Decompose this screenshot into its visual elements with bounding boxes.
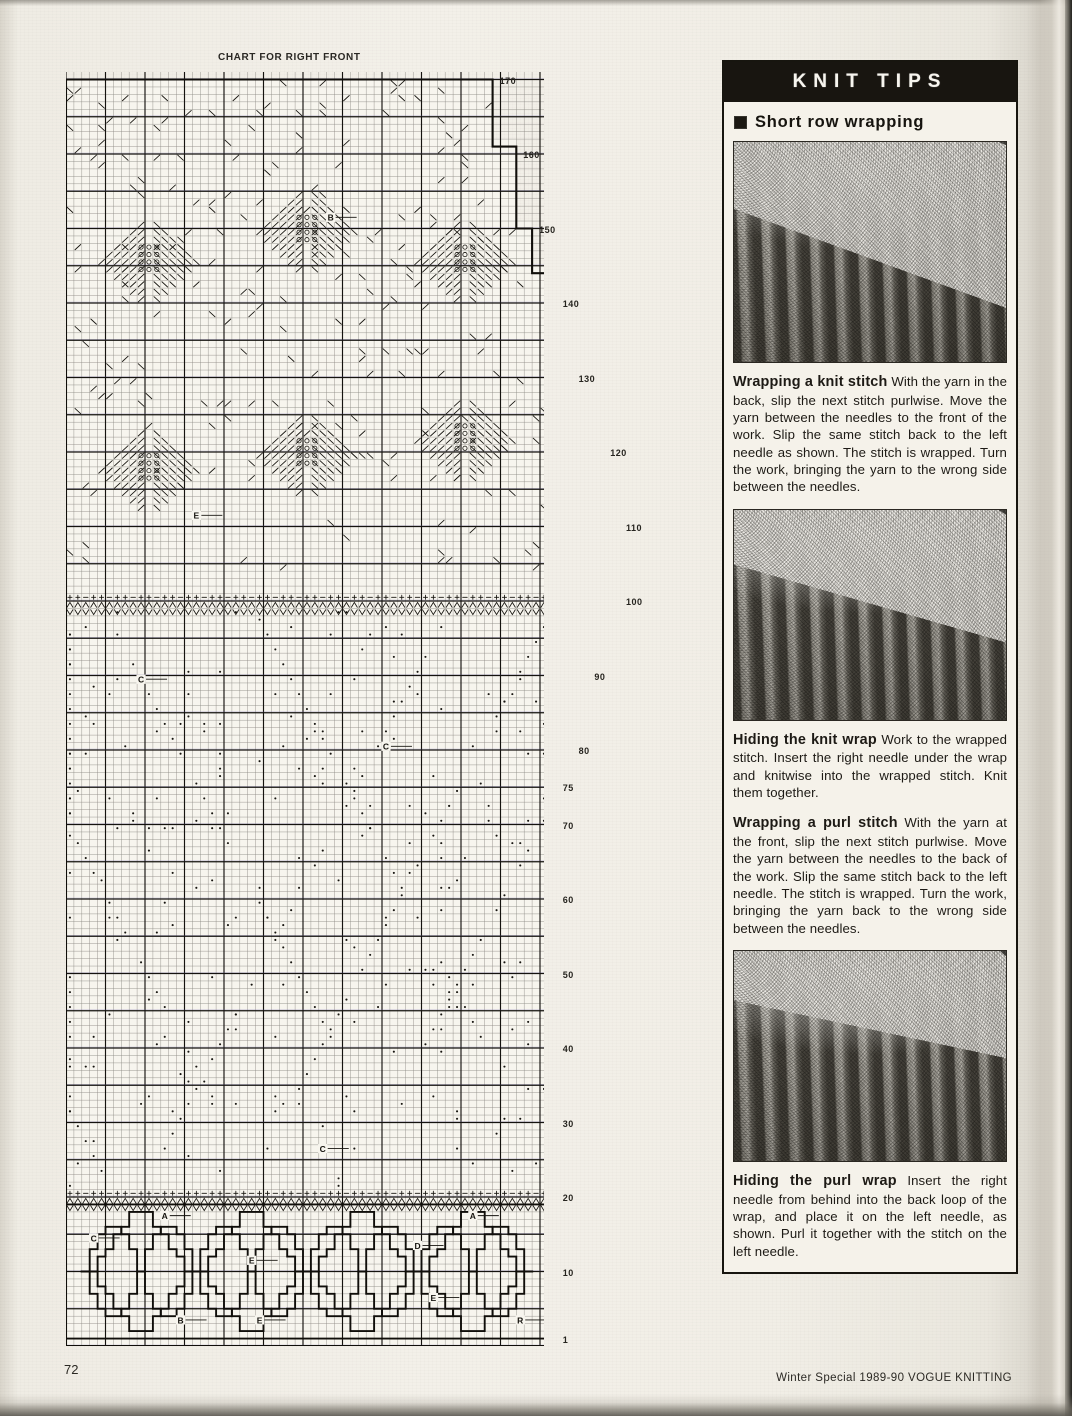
- chart-row-label: 110: [626, 522, 643, 533]
- tip-heading: Wrapping a purl stitch: [733, 815, 898, 832]
- tip-heading: Hiding the purl wrap: [733, 1172, 897, 1189]
- chart-grid-svg: [66, 72, 544, 1346]
- svg-text:B: B: [177, 1315, 184, 1326]
- chart-row-label: 60: [562, 895, 574, 905]
- svg-text:C: C: [90, 1233, 97, 1244]
- svg-text:E: E: [193, 510, 200, 521]
- square-bullet-icon: [734, 116, 747, 129]
- tip-body: Work to the wrapped stitch. Insert the right needle under the wrap and knitwise into the wrapped stitch. Knit them together.: [733, 731, 1008, 800]
- photo-halftone: [734, 510, 1006, 720]
- page-bottom-edge: [0, 1394, 1072, 1416]
- tip-hiding-knit-wrap: [733, 731, 1007, 802]
- photo-halftone: [734, 951, 1006, 1161]
- chart-row-label: 1: [562, 1334, 569, 1345]
- chart-row-label: 160: [523, 150, 540, 160]
- chart-row-label: 50: [562, 969, 574, 980]
- tip-hiding-purl-wrap: [733, 1172, 1007, 1260]
- page-right-edge: [1065, 0, 1072, 1416]
- chart-row-label: 100: [626, 597, 643, 607]
- svg-text:E: E: [248, 1255, 255, 1266]
- tip-heading: Wrapping a knit stitch: [733, 374, 888, 390]
- knit-tips-title: KNIT TIPS: [792, 71, 948, 92]
- svg-text:E: E: [430, 1292, 437, 1303]
- svg-text:C: C: [382, 741, 390, 752]
- chart-row-label: 30: [562, 1118, 574, 1129]
- chart-row-label: 80: [578, 746, 590, 756]
- svg-text:R: R: [517, 1315, 524, 1326]
- svg-text:D: D: [414, 1240, 421, 1251]
- chart-row-label: 90: [594, 671, 606, 682]
- photo-wrapping-knit-stitch: [733, 141, 1007, 363]
- tip-wrapping-purl-stitch: [733, 814, 1007, 937]
- tip-wrapping-knit-stitch: [733, 373, 1007, 496]
- chart-row-label: 75: [562, 783, 574, 794]
- svg-text:E: E: [256, 1315, 263, 1326]
- svg-text:A: A: [469, 1211, 476, 1222]
- knit-tips-subhead: Short row wrapping: [755, 113, 925, 131]
- chart-row-label: 150: [539, 224, 556, 235]
- svg-text:C: C: [137, 674, 145, 685]
- knit-tips-panel: [722, 60, 1018, 1274]
- knit-tips-subhead-row: [734, 113, 1007, 132]
- chart-row-label: 10: [562, 1267, 574, 1278]
- chart-row-label: 120: [610, 448, 627, 458]
- chart-row-label: 170: [499, 75, 517, 86]
- knit-tips-header: [724, 62, 1016, 102]
- svg-text:B: B: [327, 212, 334, 223]
- chart-row-label: 20: [562, 1193, 574, 1203]
- chart-title: CHART FOR RIGHT FRONT: [218, 52, 361, 63]
- photo-halftone: [734, 142, 1006, 362]
- footer-credit: Winter Special 1989-90 VOGUE KNITTING: [776, 1372, 1012, 1384]
- photo-hiding-knit-wrap: [733, 509, 1007, 721]
- tip-body: With the yarn at the front, slip the next stitch purlwise. Move the yarn between the needles to the back of the work. Slip the same stitch back to the left needle. The stitch is wrapped. Turn the work, bringing the yarn back to the wrong side between the needles.: [733, 815, 1007, 936]
- tip-heading: Hiding the knit wrap: [733, 731, 877, 748]
- tip-body: With the yarn in the back, slip the next stitch purlwise. Move the yarn between the needles to the front of the work. Slip the same stitch back to the left needle as shown. The stitch is wrapped. Turn the work, bringing the yarn to the wrong side between the needles.: [733, 374, 1008, 495]
- chart-row-label: 130: [578, 373, 596, 384]
- knitting-chart: [66, 72, 544, 1346]
- page-top-edge: [0, 0, 1072, 6]
- page-number: 72: [64, 1362, 79, 1377]
- svg-text:A: A: [161, 1211, 168, 1222]
- chart-row-label: 40: [562, 1044, 574, 1054]
- chart-row-label: 70: [562, 820, 574, 831]
- svg-text:C: C: [319, 1143, 326, 1154]
- chart-row-label: 140: [562, 299, 580, 309]
- photo-hiding-purl-wrap: [733, 950, 1007, 1162]
- tip-body: Insert the right needle from behind into the back loop of the wrap, and place it on the left needle, as shown. Purl it together with the stitch on the left needle.: [733, 1172, 1007, 1259]
- knit-tips-body: [724, 102, 1016, 1272]
